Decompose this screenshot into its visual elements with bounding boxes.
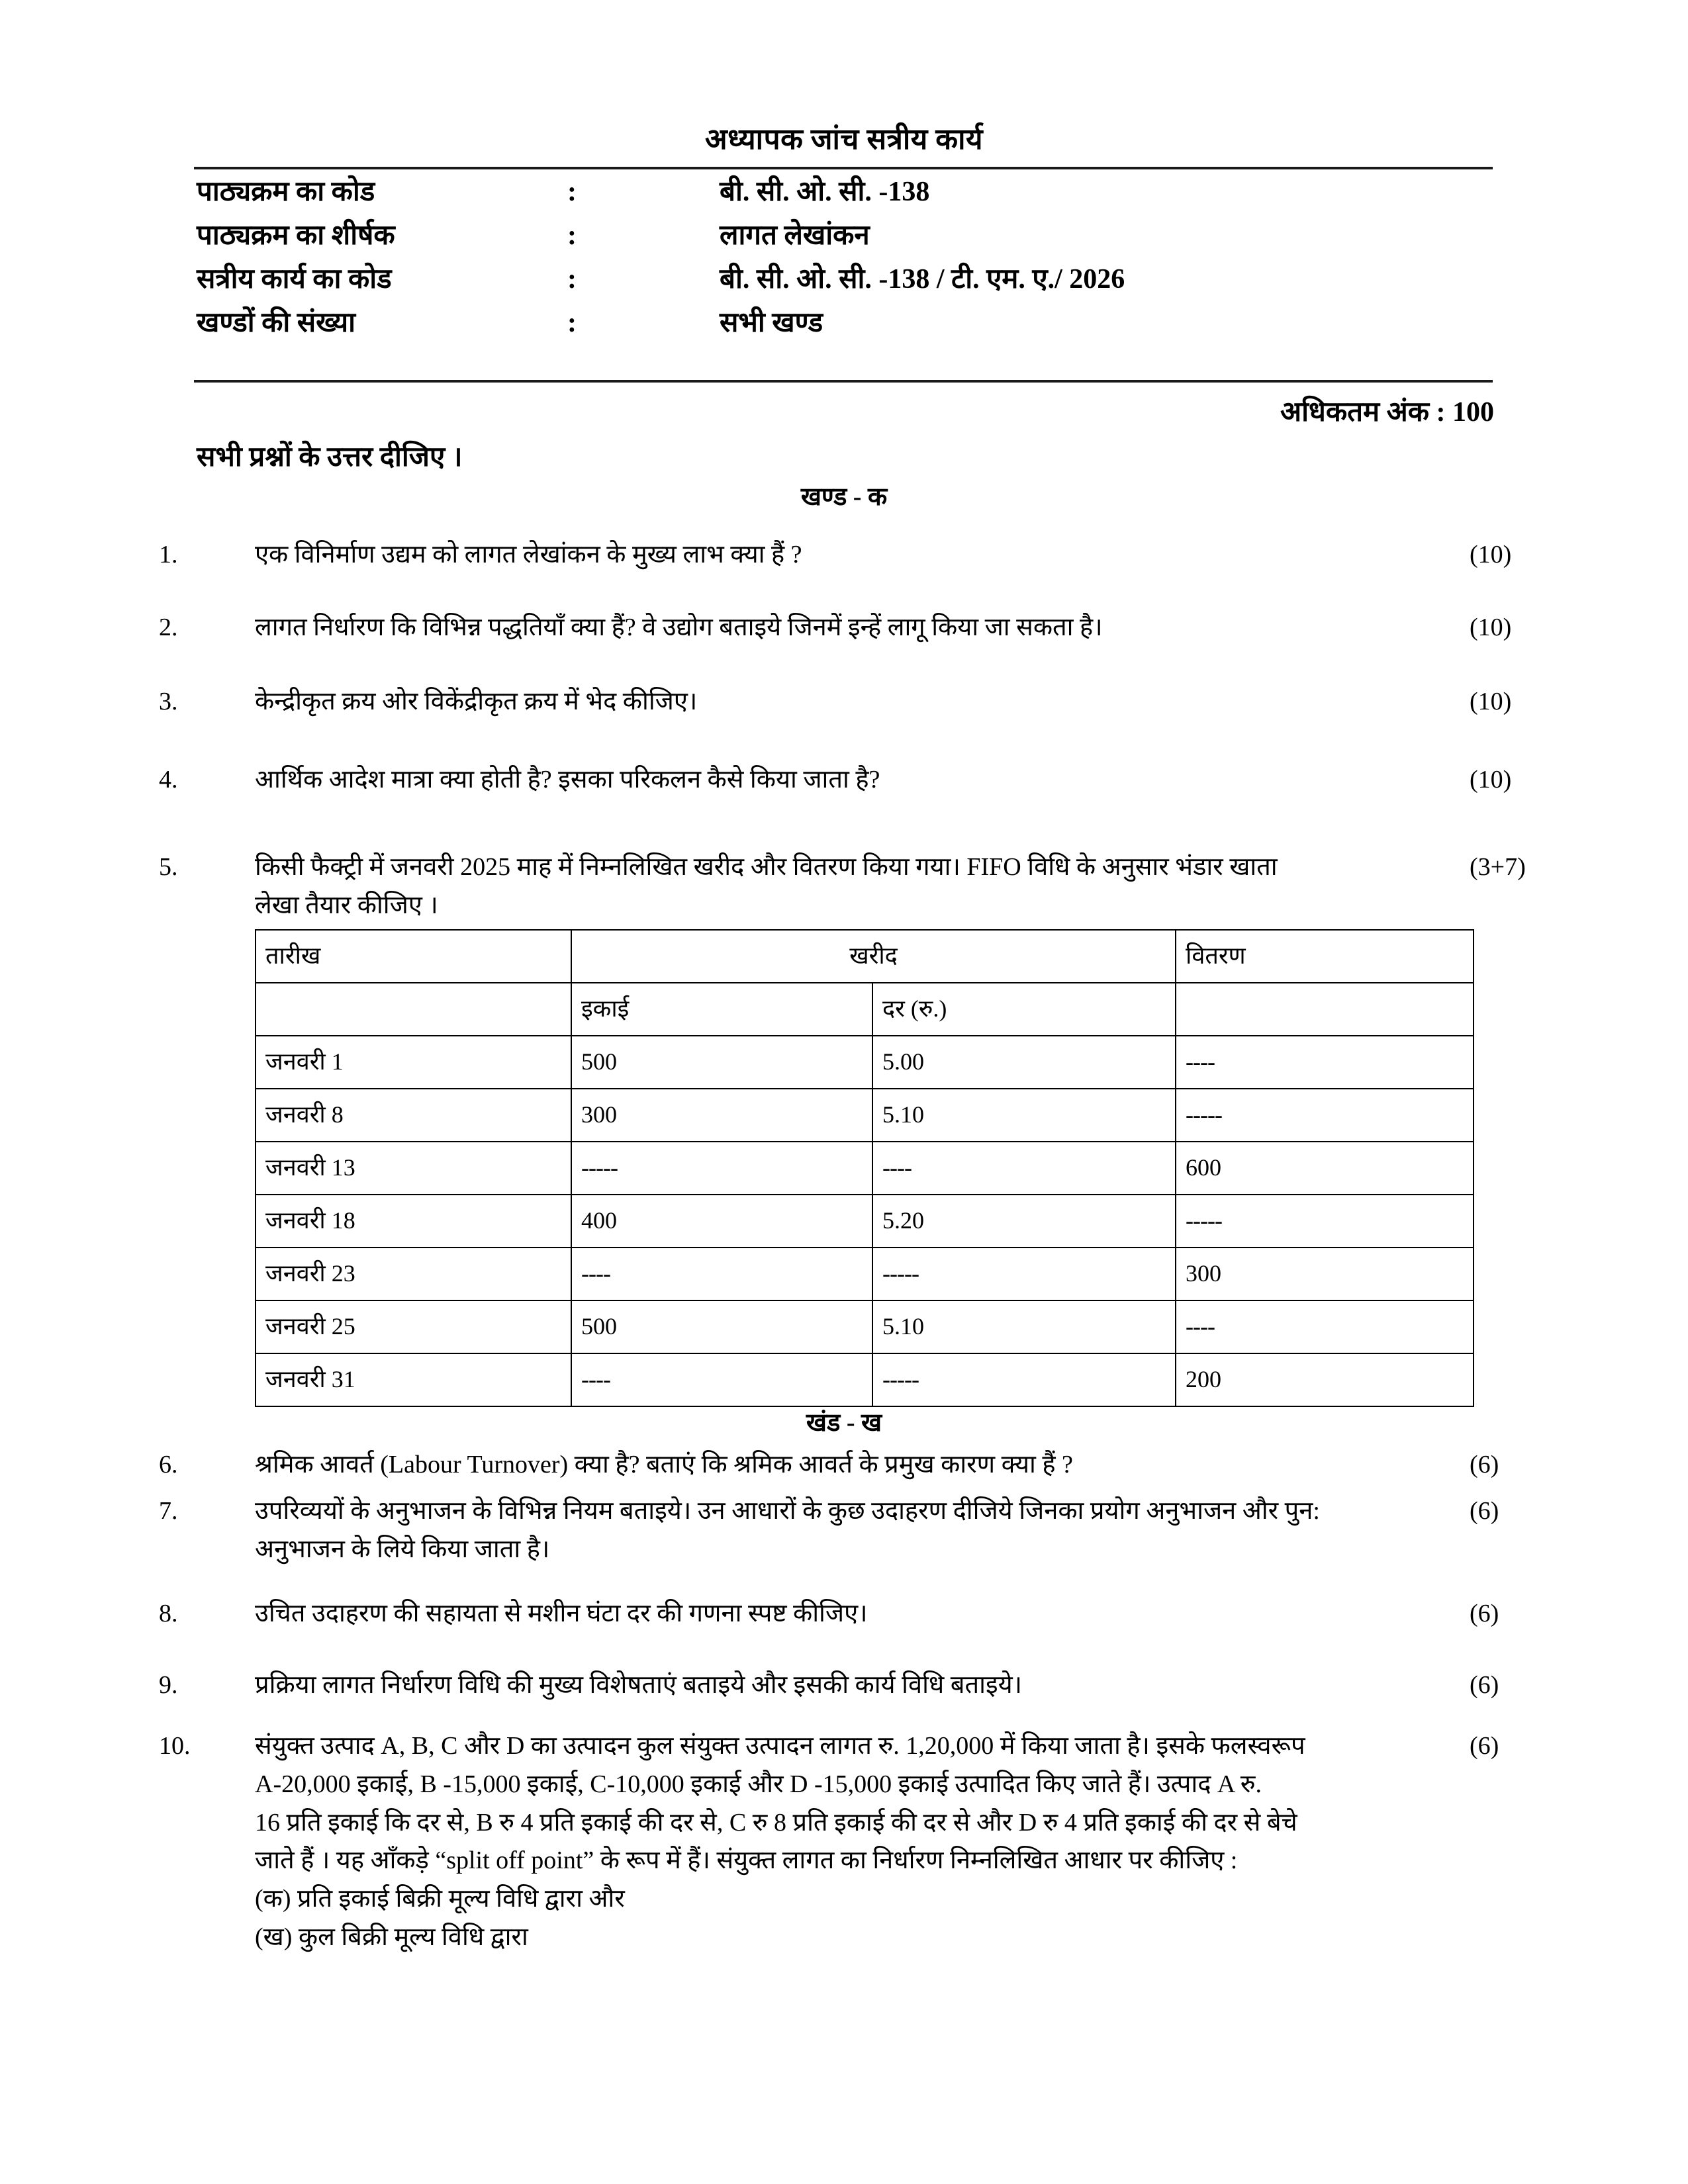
meta-row [197, 177, 1494, 221]
question-text-line2: अनुभाजन के लिये किया जाता है। [255, 1535, 550, 1563]
question-marks: (10) [1470, 688, 1512, 715]
cell-rate: 5.10 [872, 1300, 1176, 1353]
question-marks: (6) [1470, 1497, 1499, 1525]
question-marks: (6) [1470, 1671, 1499, 1699]
question-item-4 [159, 761, 1556, 799]
column-header-issue: वितरण [1176, 930, 1474, 983]
fifo-stores-table [255, 929, 1474, 1407]
column-header-purchase: खरीद [571, 930, 1176, 983]
question-number: 8. [159, 1600, 178, 1627]
instruction-text: सभी प्रश्नों के उत्तर दीजिए । [197, 442, 463, 473]
question-text: संयुक्त उत्पाद A, B, C और D का उत्पादन कुल संयुक्त उत्पादन लागत रु. 1,20,000 में किया जाता है। इसके फलस्वरूप [255, 1732, 1305, 1760]
header-rule-top [194, 167, 1493, 169]
meta-colon: : [567, 220, 577, 251]
question-item-9 [159, 1666, 1556, 1705]
question-subpart-a: (क) प्रति इकाई बिक्री मूल्य विधि द्वारा और [255, 1885, 625, 1913]
question-item-8 [159, 1595, 1556, 1633]
header-rule-bottom [194, 380, 1493, 383]
question-marks: (6) [1470, 1732, 1499, 1760]
table-row [256, 1089, 1474, 1142]
table-row [256, 1300, 1474, 1353]
meta-colon: : [567, 308, 577, 339]
question-text: एक विनिर्माण उद्यम को लागत लेखांकन के मुख्य लाभ क्या हैं ? [255, 541, 802, 569]
question-marks: (10) [1470, 541, 1512, 569]
cell-date: जनवरी 23 [256, 1248, 571, 1300]
cell-date: जनवरी 13 [256, 1142, 571, 1195]
question-text-line2: A-20,000 इकाई, B -15,000 इकाई, C-10,000 इकाई और D -15,000 इकाई उत्पादित किए जाते हैं। उत्पाद A रु. [255, 1770, 1262, 1798]
table-row [256, 1036, 1474, 1089]
question-item-6 [159, 1446, 1556, 1484]
cell-issue: ----- [1176, 1089, 1474, 1142]
question-marks: (10) [1470, 614, 1512, 641]
course-meta-table [197, 177, 1494, 352]
cell-rate: 5.20 [872, 1195, 1176, 1248]
cell-rate: ----- [872, 1353, 1176, 1406]
page-title: अध्यापक जांच सत्रीय कार्य [705, 123, 983, 156]
cell-issue: ---- [1176, 1300, 1474, 1353]
question-text: केन्द्रीकृत क्रय ओर विकेंद्रीकृत क्रय में भेद कीजिए। [255, 688, 698, 715]
cell-units: ---- [571, 1248, 872, 1300]
question-item-10 [159, 1727, 1556, 1957]
table-row [256, 1248, 1474, 1300]
cell-date: जनवरी 1 [256, 1036, 571, 1089]
question-text: उचित उदाहरण की सहायता से मशीन घंटा दर की गणना स्पष्ट कीजिए। [255, 1600, 868, 1627]
cell-units: 500 [571, 1300, 872, 1353]
meta-label: खण्डों की संख्या [197, 308, 355, 339]
question-text: आर्थिक आदेश मात्रा क्या होती है? इसका परिकलन कैसे किया जाता है? [255, 766, 880, 794]
question-item-7 [159, 1492, 1556, 1569]
question-number: 4. [159, 766, 178, 794]
question-marks: (10) [1470, 766, 1512, 794]
cell-units: 500 [571, 1036, 872, 1089]
question-text: श्रमिक आवर्त (Labour Turnover) क्या है? बताएं कि श्रमिक आवर्त के प्रमुख कारण क्या हैं ? [255, 1451, 1073, 1479]
question-number: 9. [159, 1671, 178, 1699]
cell-date: जनवरी 8 [256, 1089, 571, 1142]
cell-date: जनवरी 25 [256, 1300, 571, 1353]
column-header-date: तारीख [256, 930, 571, 983]
cell-units: 300 [571, 1089, 872, 1142]
question-number: 6. [159, 1451, 178, 1479]
subheader-blank-left [256, 983, 571, 1036]
meta-colon: : [567, 177, 577, 207]
question-marks: (3+7) [1470, 853, 1526, 881]
meta-value: सभी खण्ड [720, 308, 823, 339]
question-subpart-b: (ख) कुल बिक्री मूल्य विधि द्वारा [255, 1923, 528, 1951]
meta-label: पाठ्यक्रम का शीर्षक [197, 220, 395, 251]
section-b-heading: खंड - ख [806, 1409, 882, 1437]
meta-label: पाठ्यक्रम का कोड [197, 177, 375, 207]
cell-units: ---- [571, 1353, 872, 1406]
question-item-1 [159, 536, 1556, 574]
question-text: लागत निर्धारण कि विभिन्न पद्धतियाँ क्या हैं? वे उद्योग बताइये जिनमें इन्हें लागू किया जा सकता है। [255, 614, 1103, 641]
table-header-row [256, 930, 1474, 983]
meta-row [197, 308, 1494, 352]
meta-row [197, 221, 1494, 265]
question-number: 10. [159, 1732, 191, 1760]
meta-row [197, 265, 1494, 308]
table-row [256, 1195, 1474, 1248]
cell-date: जनवरी 31 [256, 1353, 571, 1406]
cell-units: ----- [571, 1142, 872, 1195]
question-text: उपरिव्ययों के अनुभाजन के विभिन्न नियम बताइये। उन आधारों के कुछ उदाहरण दीजिये जिनका प्रयोग अनुभाजन और पुन: [255, 1497, 1320, 1525]
maximum-marks: अधिकतम अंक : 100 [1280, 397, 1494, 428]
question-text-line2: लेखा तैयार कीजिए । [255, 891, 438, 919]
meta-value: लागत लेखांकन [720, 220, 870, 251]
meta-value: बी. सी. ओ. सी. -138 [720, 177, 930, 207]
cell-issue: 200 [1176, 1353, 1474, 1406]
cell-issue: 300 [1176, 1248, 1474, 1300]
cell-rate: 5.00 [872, 1036, 1176, 1089]
question-number: 7. [159, 1497, 178, 1525]
meta-value: बी. सी. ओ. सी. -138 / टी. एम. ए./ 2026 [720, 264, 1125, 295]
table-row [256, 1353, 1474, 1406]
question-text: किसी फैक्ट्री में जनवरी 2025 माह में निम्नलिखित खरीद और वितरण किया गया। FIFO विधि के अनुसार भंडार खाता [255, 853, 1278, 881]
question-item-2 [159, 609, 1556, 647]
question-number: 1. [159, 541, 178, 569]
cell-rate: ---- [872, 1142, 1176, 1195]
fifo-table-container [255, 929, 1473, 1407]
cell-issue: ----- [1176, 1195, 1474, 1248]
cell-rate: ----- [872, 1248, 1176, 1300]
table-row [256, 1142, 1474, 1195]
section-a-heading: खण्ड - क [800, 483, 888, 511]
question-number: 5. [159, 853, 178, 881]
meta-colon: : [567, 264, 577, 295]
cell-issue: ---- [1176, 1036, 1474, 1089]
question-text-line4: जाते हैं । यह आँकड़े “split off point” के रूप में हैं। संयुक्त लागत का निर्धारण निम्नलिखित आधार पर कीजिए : [255, 1846, 1238, 1875]
question-number: 3. [159, 688, 178, 715]
subheader-rate: दर (रु.) [872, 983, 1176, 1036]
question-text-line3: 16 प्रति इकाई कि दर से, B रु 4 प्रति इकाई की दर से, C रु 8 प्रति इकाई की दर से और D रु 4 प्रति इकाई की दर से बेचे [255, 1808, 1297, 1837]
subheader-units: इकाई [571, 983, 872, 1036]
cell-rate: 5.10 [872, 1089, 1176, 1142]
question-marks: (6) [1470, 1451, 1499, 1479]
table-subheader-row [256, 983, 1474, 1036]
question-text: प्रक्रिया लागत निर्धारण विधि की मुख्य विशेषताएं बताइये और इसकी कार्य विधि बताइये। [255, 1671, 1023, 1699]
question-marks: (6) [1470, 1600, 1499, 1627]
question-number: 2. [159, 614, 178, 641]
cell-issue: 600 [1176, 1142, 1474, 1195]
question-item-5 [159, 848, 1556, 925]
meta-label: सत्रीय कार्य का कोड [197, 264, 392, 295]
question-item-3 [159, 683, 1556, 721]
subheader-blank-right [1176, 983, 1474, 1036]
cell-units: 400 [571, 1195, 872, 1248]
cell-date: जनवरी 18 [256, 1195, 571, 1248]
